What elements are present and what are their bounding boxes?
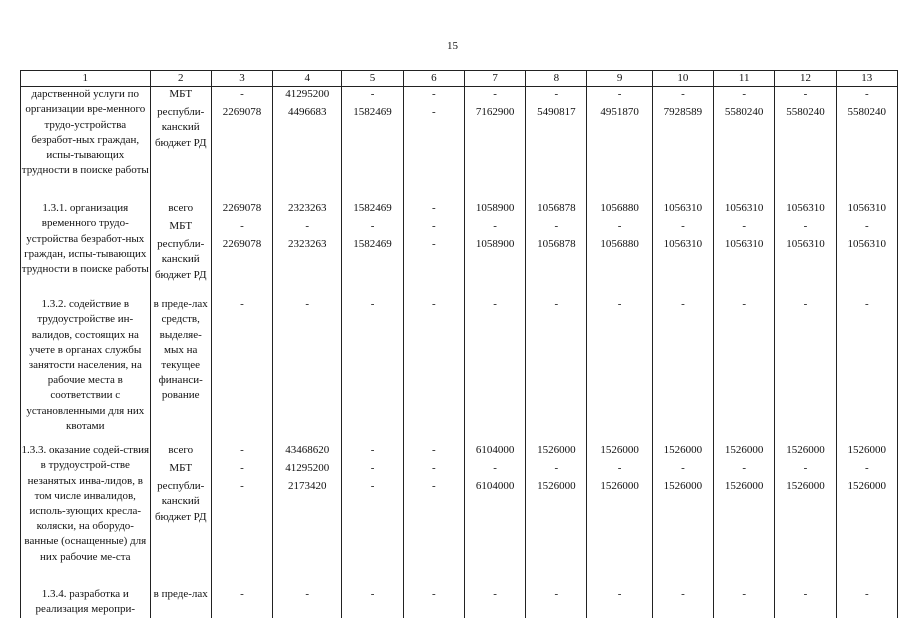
funding-source: МБТ [169,88,193,101]
column-header: 7 [464,71,525,87]
value: 1526000 [724,480,764,493]
budget-table [20,70,898,618]
value: - [681,88,685,101]
value: 1056310 [724,238,764,251]
funding-source-cell [150,87,211,202]
value: 1526000 [600,444,639,457]
value-cell [587,201,652,297]
value: 5580240 [724,106,764,119]
value: - [240,298,244,311]
value: 1526000 [600,480,639,493]
value: - [864,298,869,311]
funding-source-cell [150,587,211,617]
value: 1058900 [475,238,515,251]
value: 5490817 [537,106,576,119]
value: 2323263 [288,202,327,215]
value-cell [836,201,897,297]
value: - [493,88,497,101]
value: - [431,220,436,233]
funding-source-cell [150,201,211,297]
value-cell [652,587,713,617]
value-cell [714,87,775,202]
value: 1056878 [537,238,576,251]
value: - [554,298,559,311]
value: - [370,220,375,233]
value: 7928589 [663,106,703,119]
value: - [554,220,559,233]
funding-source: в преде-лах средств, выделяе-мых на текущее финанси-рование [153,298,208,402]
value-cell [652,87,713,202]
value-cell [587,87,652,202]
value: 2269078 [222,238,262,251]
value-cell [775,297,836,443]
funding-source-cell [150,297,211,443]
value: 1582469 [353,202,392,215]
value: 1526000 [847,480,887,493]
value: 2323263 [288,238,327,251]
funding-source: республи-канский бюджет РД [154,106,207,149]
value: 5580240 [847,106,887,119]
value: 1056878 [537,202,576,215]
value: - [240,220,244,233]
value: 4951870 [600,106,639,119]
table-row [21,443,898,587]
value: - [431,298,436,311]
value: - [431,106,436,119]
value: - [617,298,622,311]
column-header: 3 [211,71,272,87]
value: - [240,462,244,475]
value: 6104000 [475,480,515,493]
value: - [431,462,436,475]
value: - [370,88,375,101]
column-header: 13 [836,71,897,87]
value: - [681,220,685,233]
value: 5580240 [786,106,825,119]
value: 4496683 [288,106,327,119]
value-cell [211,201,272,297]
value: - [370,462,375,475]
header-row [21,71,898,87]
column-header: 10 [652,71,713,87]
value: 1526000 [786,444,825,457]
row-name: 1.3.3. оказание содей-ствия в трудоустрой-стве незанятых инва-лидов, в том числе инвалидов, исполь-зующих кресла-коляски, на оборудо-ванные (оснащенные) для них рабочие ме-ста [21,443,151,587]
value: 43468620 [285,444,330,457]
value-cell [587,443,652,587]
value-cell [211,87,272,202]
value: - [742,462,747,475]
value: - [681,588,685,601]
funding-source: в преде-лах [153,588,208,601]
value: - [864,220,869,233]
value-cell [775,443,836,587]
value-cell [775,201,836,297]
value-cell [342,201,403,297]
value: - [370,298,375,311]
column-header: 2 [150,71,211,87]
value-cell [403,443,464,587]
value: 1526000 [537,480,576,493]
value-cell [273,87,342,202]
value-cell [652,201,713,297]
value: - [431,444,436,457]
value: - [370,480,375,493]
value: - [803,462,808,475]
value-cell [273,443,342,587]
column-header: 12 [775,71,836,87]
page-number: 15 [447,40,458,52]
column-header: 8 [526,71,587,87]
value-cell [464,297,525,443]
funding-source: МБТ [169,462,193,475]
table-row [21,201,898,297]
value-cell [587,587,652,617]
value: 1056310 [663,238,703,251]
value-cell [342,297,403,443]
value-cell [652,297,713,443]
value: 1056310 [786,238,825,251]
value: - [803,220,808,233]
value: - [742,298,747,311]
value: 1056310 [847,238,887,251]
value: 1056310 [724,202,764,215]
value: 1056310 [786,202,825,215]
value-cell [587,297,652,443]
value-cell [526,297,587,443]
table-row [21,587,898,617]
value-cell [211,443,272,587]
column-header: 5 [342,71,403,87]
value: - [240,444,244,457]
value: - [864,462,869,475]
value-cell [342,443,403,587]
value: 1582469 [353,238,392,251]
value: 1056310 [847,202,887,215]
value: - [554,88,559,101]
value: - [431,480,436,493]
value-cell [836,443,897,587]
value: - [742,220,747,233]
value: - [240,480,244,493]
value-cell [403,297,464,443]
value: - [493,588,497,601]
value-cell [836,587,897,617]
value: - [240,88,244,101]
value: - [305,588,310,601]
value-cell [775,87,836,202]
value: - [803,588,808,601]
funding-source: республи-канский бюджет РД [154,480,207,523]
value: - [864,588,869,601]
value-cell [526,87,587,202]
value: - [431,202,436,215]
row-name: 1.3.4. разработка и реализация меропри- [21,587,151,617]
value: - [803,298,808,311]
value: 1526000 [663,444,703,457]
column-header: 4 [273,71,342,87]
value-cell [714,297,775,443]
value-cell [273,587,342,617]
value: - [803,88,808,101]
value-cell [714,443,775,587]
value: - [493,298,497,311]
value-cell [652,443,713,587]
value-cell [464,443,525,587]
value-cell [464,87,525,202]
row-name: дарственной услуги по организации вре-менного трудо-устройства безработ-ных граждан, испы-тывающих трудности в поиске работы [21,87,151,202]
value: - [305,298,310,311]
value: - [240,588,244,601]
value-cell [526,587,587,617]
value: - [554,462,559,475]
funding-source: МБТ [169,220,193,233]
value: - [617,88,622,101]
value: - [493,220,497,233]
value-cell [273,297,342,443]
value: - [493,462,497,475]
value-cell [342,587,403,617]
value-cell [836,87,897,202]
value: - [617,462,622,475]
value-cell [403,201,464,297]
value-cell [211,587,272,617]
column-header: 6 [403,71,464,87]
value: 1526000 [786,480,825,493]
value-cell [211,297,272,443]
funding-source-cell [150,443,211,587]
value: - [681,462,685,475]
value: 7162900 [475,106,515,119]
row-name: 1.3.2. содействие в трудоустройстве ин-валидов, состоящих на учете в органах службы занятости населения, на рабочие места в соответствии с установленными для них квотами [21,297,151,443]
value-cell [714,201,775,297]
value: 2269078 [222,202,262,215]
value: - [554,588,559,601]
value: - [617,588,622,601]
value: 1056880 [600,238,639,251]
value: - [864,88,869,101]
column-header: 1 [21,71,151,87]
column-header: 9 [587,71,652,87]
funding-source: республи-канский бюджет РД [154,238,207,281]
value: 41295200 [285,88,330,101]
value-cell [775,587,836,617]
value-cell [464,587,525,617]
funding-source: всего [168,444,194,457]
value-cell [273,201,342,297]
value: - [617,220,622,233]
value-cell [403,587,464,617]
value: 1526000 [663,480,703,493]
value: 1582469 [353,106,392,119]
value: 1058900 [475,202,515,215]
value: 1526000 [537,444,576,457]
value-cell [464,201,525,297]
value: - [370,444,375,457]
value-cell [526,443,587,587]
value: - [305,220,310,233]
value: 1526000 [847,444,887,457]
table-row [21,87,898,202]
value: - [431,88,436,101]
value: - [742,88,747,101]
value-cell [836,297,897,443]
value: 6104000 [475,444,515,457]
row-name: 1.3.1. организация временного трудо-устройства безработ-ных граждан, испы-тывающих трудности в поиске работы [21,201,151,297]
value-cell [714,587,775,617]
table-row [21,297,898,443]
column-header: 11 [714,71,775,87]
value: - [681,298,685,311]
value: - [742,588,747,601]
value: 2269078 [222,106,262,119]
value: 41295200 [285,462,330,475]
value-cell [526,201,587,297]
value: 1056310 [663,202,703,215]
value: - [431,238,436,251]
value: 1056880 [600,202,639,215]
value: - [431,588,436,601]
value: 1526000 [724,444,764,457]
value-cell [403,87,464,202]
value-cell [342,87,403,202]
value: 2173420 [288,480,327,493]
funding-source: всего [168,202,194,215]
value: - [370,588,375,601]
